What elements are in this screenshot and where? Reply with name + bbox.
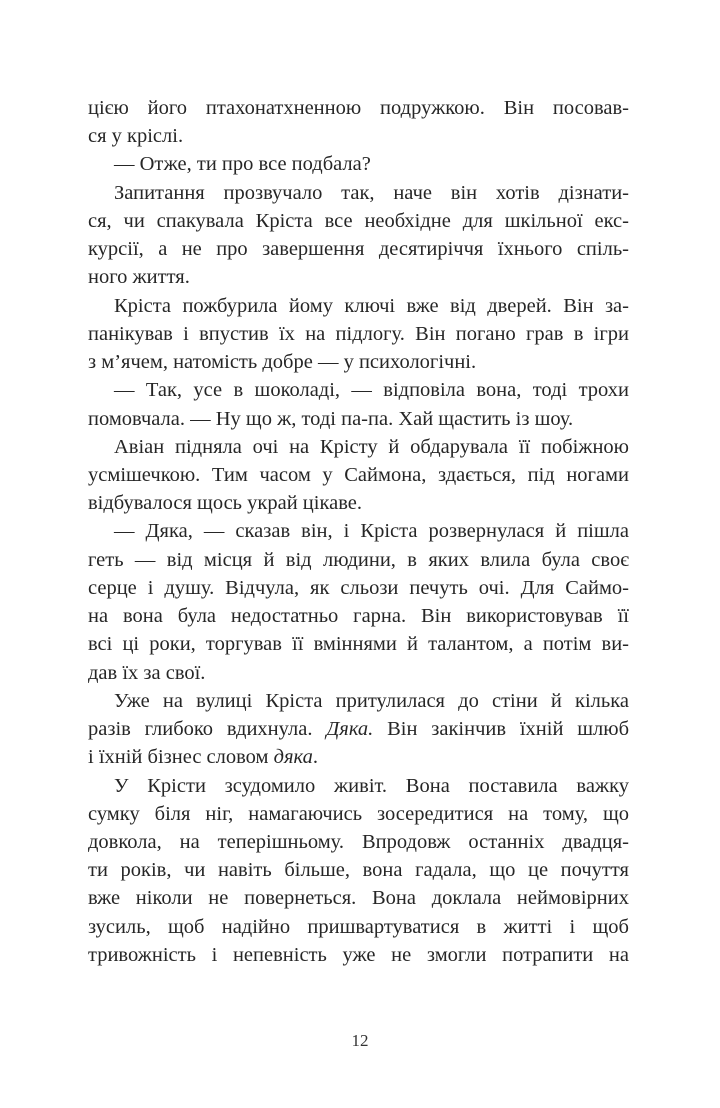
text-line: довкола, на теперішньому. Впродовж останніх двадця-: [88, 830, 629, 853]
text-line: Кріста пожбурила йому ключі вже від дверей. Він за-: [114, 294, 629, 317]
text-line: ти років, чи навіть більше, вона гадала, що це почуття: [88, 859, 629, 882]
italic-text: Дяка.: [326, 718, 374, 741]
text-line: [88, 715, 629, 743]
text-line: ного життя.: [88, 266, 190, 289]
text-line: зусиль, щоб надійно пришвартуватися в житті і щоб: [88, 915, 629, 938]
text-line: відбувалося щось украй цікаве.: [88, 492, 363, 515]
text-line: усмішечкою. Тим часом у Саймона, здається, під ногами: [88, 463, 629, 486]
text-line: помовчала. — Ну що ж, тоді па-па. Хай щастить із шоу.: [88, 407, 574, 430]
page-number: 12: [351, 1031, 369, 1050]
text-line: тривожність і непевність уже не змогли потрапити на: [88, 943, 629, 966]
italic-text: дяка: [273, 746, 313, 769]
text-line: з м’ячем, натомість добре — у психологічні.: [88, 351, 477, 374]
text-line: серце і душу. Відчула, як сльози печуть очі. Для Саймо-: [88, 576, 629, 599]
text-line: — Так, усе в шоколаді, — відповіла вона, тоді трохи: [114, 379, 629, 402]
text-line: цією його птахонатхненною подружкою. Він посовав-: [88, 97, 629, 119]
text-line: на вона була недостатньо гарна. Він використовував її: [88, 605, 629, 628]
text-line: курсії, а не про завершення десятиріччя їхнього спіль-: [88, 238, 629, 261]
text-line: [88, 743, 629, 771]
text-line: панікував і впустив їх на підлогу. Він погано грав в ігри: [88, 322, 629, 345]
text-line: всі ці роки, торгував її вміннями й талантом, а потім ви-: [88, 633, 629, 656]
text-line: дав їх за свої.: [88, 661, 206, 684]
text-segment: .: [312, 746, 318, 769]
text-segment: разів глибоко вдихнула.: [88, 718, 327, 741]
text-line: Уже на вулиці Кріста притулилася до стіни й кілька: [114, 689, 629, 712]
text-line: — Отже, ти про все подбала?: [114, 153, 371, 176]
text-line: ся у кріслі.: [88, 125, 184, 148]
text-line: — Дяка, — сказав він, і Кріста розвернулася й пішла: [114, 520, 629, 543]
text-segment: і їхній бізнес словом: [88, 746, 274, 769]
text-line: Авіан підняла очі на Крісту й обдарувала її побіжною: [114, 435, 629, 458]
text-line: сумку біля ніг, намагаючись зосередитися на тому, що: [88, 802, 629, 825]
text-line: вже ніколи не повернеться. Вона доклала неймовірних: [88, 887, 629, 910]
text-line: У Крісти зсудомило живіт. Вона поставила важку: [114, 774, 629, 797]
text-line: Запитання прозвучало так, наче він хотів дізнати-: [114, 181, 629, 204]
text-segment: Він закінчив їхній шлюб: [373, 718, 629, 741]
text-line: геть — від місця й від людини, в яких влила була своє: [88, 548, 629, 571]
text-line: ся, чи спакувала Кріста все необхідне для шкільної екс-: [88, 209, 629, 232]
